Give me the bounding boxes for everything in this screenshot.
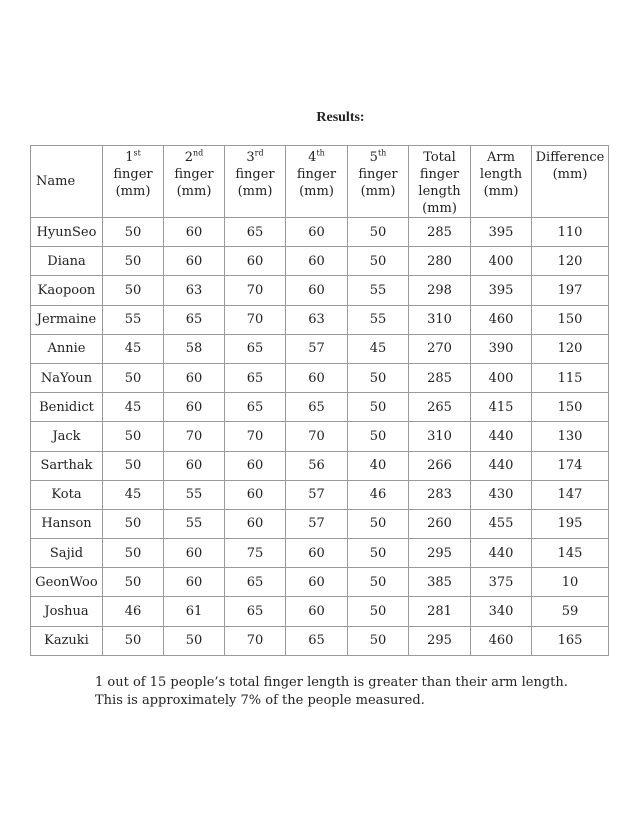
- cell-difference: 120: [532, 334, 609, 363]
- cell-finger-4: 60: [286, 363, 348, 392]
- header-row: [31, 146, 609, 218]
- header-label: Name: [36, 174, 76, 189]
- cell-total-finger-length: 266: [409, 451, 471, 480]
- cell-finger-4: 60: [286, 568, 348, 597]
- cell-finger-4: 60: [286, 539, 348, 568]
- cell-finger-3: 65: [225, 568, 286, 597]
- cell-finger-4: 65: [286, 393, 348, 422]
- cell-finger-5: 50: [348, 509, 409, 538]
- cell-difference: 165: [532, 626, 609, 655]
- header-label-line: finger: [174, 167, 214, 182]
- cell-difference: 145: [532, 539, 609, 568]
- cell-finger-2: 60: [164, 393, 225, 422]
- results-table: [30, 145, 609, 656]
- cell-name: NaYoun: [31, 363, 103, 392]
- cell-name: GeonWoo: [31, 568, 103, 597]
- cell-difference: 150: [532, 305, 609, 334]
- cell-finger-1: 50: [103, 247, 164, 276]
- header-label-line: (mm): [176, 184, 212, 199]
- table-row: [31, 363, 609, 392]
- cell-finger-2: 60: [164, 247, 225, 276]
- cell-finger-5: 50: [348, 626, 409, 655]
- cell-arm-length: 395: [471, 218, 532, 247]
- table-row: [31, 247, 609, 276]
- cell-finger-2: 58: [164, 334, 225, 363]
- cell-name: Sarthak: [31, 451, 103, 480]
- header-finger-3: [225, 146, 286, 218]
- cell-finger-1: 50: [103, 276, 164, 305]
- table-row: [31, 334, 609, 363]
- cell-finger-4: 60: [286, 276, 348, 305]
- cell-finger-2: 60: [164, 363, 225, 392]
- header-label: Arm: [487, 150, 515, 165]
- cell-total-finger-length: 280: [409, 247, 471, 276]
- cell-finger-3: 60: [225, 451, 286, 480]
- cell-finger-5: 50: [348, 393, 409, 422]
- header-label: Difference: [535, 150, 605, 165]
- header-ordinal-suffix: rd: [254, 148, 264, 158]
- cell-total-finger-length: 265: [409, 393, 471, 422]
- header-label: 5: [369, 150, 378, 165]
- cell-finger-1: 55: [103, 305, 164, 334]
- cell-finger-4: 57: [286, 334, 348, 363]
- cell-name: Kaopoon: [31, 276, 103, 305]
- cell-finger-4: 60: [286, 247, 348, 276]
- cell-finger-1: 45: [103, 393, 164, 422]
- cell-finger-5: 50: [348, 363, 409, 392]
- header-label-line: (mm): [115, 184, 151, 199]
- table-header: [31, 146, 609, 218]
- cell-finger-5: 50: [348, 218, 409, 247]
- cell-arm-length: 400: [471, 363, 532, 392]
- table-row: [31, 305, 609, 334]
- page-title: Results:: [316, 110, 365, 125]
- cell-name: HyunSeo: [31, 218, 103, 247]
- cell-difference: 147: [532, 480, 609, 509]
- header-label-line: (mm): [237, 184, 273, 199]
- cell-finger-1: 50: [103, 626, 164, 655]
- cell-name: Kazuki: [31, 626, 103, 655]
- cell-arm-length: 415: [471, 393, 532, 422]
- cell-name: Annie: [31, 334, 103, 363]
- cell-difference: 195: [532, 509, 609, 538]
- table-row: [31, 422, 609, 451]
- header-finger-1: [103, 146, 164, 218]
- table-row: [31, 509, 609, 538]
- cell-name: Diana: [31, 247, 103, 276]
- cell-difference: 150: [532, 393, 609, 422]
- cell-total-finger-length: 295: [409, 626, 471, 655]
- cell-total-finger-length: 298: [409, 276, 471, 305]
- cell-total-finger-length: 310: [409, 422, 471, 451]
- cell-finger-1: 50: [103, 218, 164, 247]
- cell-finger-5: 50: [348, 568, 409, 597]
- cell-arm-length: 340: [471, 597, 532, 626]
- cell-finger-3: 65: [225, 363, 286, 392]
- header-label-line: finger: [235, 167, 275, 182]
- cell-finger-1: 45: [103, 480, 164, 509]
- cell-arm-length: 395: [471, 276, 532, 305]
- cell-difference: 115: [532, 363, 609, 392]
- header-label-line: finger: [113, 167, 153, 182]
- cell-finger-2: 50: [164, 626, 225, 655]
- header-label-line: finger: [419, 167, 460, 182]
- cell-arm-length: 440: [471, 539, 532, 568]
- cell-total-finger-length: 295: [409, 539, 471, 568]
- cell-name: Joshua: [31, 597, 103, 626]
- cell-finger-4: 57: [286, 509, 348, 538]
- cell-name: Benidict: [31, 393, 103, 422]
- cell-finger-5: 55: [348, 305, 409, 334]
- cell-finger-2: 55: [164, 509, 225, 538]
- cell-finger-4: 60: [286, 218, 348, 247]
- cell-difference: 174: [532, 451, 609, 480]
- cell-finger-5: 50: [348, 539, 409, 568]
- cell-name: Kota: [31, 480, 103, 509]
- cell-total-finger-length: 310: [409, 305, 471, 334]
- cell-finger-2: 55: [164, 480, 225, 509]
- table-row: [31, 626, 609, 655]
- cell-finger-1: 45: [103, 334, 164, 363]
- cell-name: Jack: [31, 422, 103, 451]
- header-total-finger-length: [409, 146, 471, 218]
- cell-difference: 120: [532, 247, 609, 276]
- header-label-line: (mm): [483, 184, 519, 199]
- header-label-line: (mm): [422, 201, 457, 216]
- cell-finger-4: 57: [286, 480, 348, 509]
- cell-arm-length: 430: [471, 480, 532, 509]
- table-row: [31, 218, 609, 247]
- header-label-line: length: [479, 167, 523, 182]
- header-difference: [532, 146, 609, 218]
- header-label-line: (mm): [360, 184, 396, 199]
- cell-finger-5: 50: [348, 597, 409, 626]
- header-ordinal-suffix: nd: [193, 148, 204, 158]
- cell-finger-3: 65: [225, 393, 286, 422]
- cell-name: Jermaine: [31, 305, 103, 334]
- cell-finger-4: 70: [286, 422, 348, 451]
- cell-total-finger-length: 283: [409, 480, 471, 509]
- cell-finger-5: 50: [348, 422, 409, 451]
- cell-finger-3: 65: [225, 218, 286, 247]
- cell-finger-2: 65: [164, 305, 225, 334]
- summary-line-1: 1 out of 15 people’s total finger length is greater than their arm length.: [95, 675, 568, 690]
- header-label: 3: [246, 150, 255, 165]
- table-row: [31, 480, 609, 509]
- cell-finger-3: 70: [225, 276, 286, 305]
- cell-finger-3: 60: [225, 480, 286, 509]
- cell-finger-3: 65: [225, 334, 286, 363]
- table-row: [31, 451, 609, 480]
- cell-finger-3: 70: [225, 626, 286, 655]
- header-label-line: finger: [358, 167, 398, 182]
- table-row: [31, 568, 609, 597]
- cell-finger-1: 46: [103, 597, 164, 626]
- header-ordinal-suffix: th: [377, 148, 387, 158]
- cell-arm-length: 455: [471, 509, 532, 538]
- header-finger-4: [286, 146, 348, 218]
- cell-name: Hanson: [31, 509, 103, 538]
- table-row: [31, 276, 609, 305]
- cell-finger-4: 65: [286, 626, 348, 655]
- cell-arm-length: 390: [471, 334, 532, 363]
- cell-finger-2: 70: [164, 422, 225, 451]
- cell-finger-2: 60: [164, 451, 225, 480]
- cell-finger-4: 63: [286, 305, 348, 334]
- cell-finger-2: 63: [164, 276, 225, 305]
- header-label-line: (mm): [552, 167, 588, 182]
- table-row: [31, 393, 609, 422]
- header-ordinal-suffix: th: [316, 148, 325, 158]
- header-finger-2: [164, 146, 225, 218]
- cell-arm-length: 400: [471, 247, 532, 276]
- cell-total-finger-length: 270: [409, 334, 471, 363]
- cell-finger-2: 60: [164, 218, 225, 247]
- cell-finger-4: 56: [286, 451, 348, 480]
- cell-finger-3: 65: [225, 597, 286, 626]
- cell-finger-5: 45: [348, 334, 409, 363]
- cell-arm-length: 460: [471, 626, 532, 655]
- header-label-line: finger: [296, 167, 337, 182]
- cell-name: Sajid: [31, 539, 103, 568]
- cell-total-finger-length: 285: [409, 218, 471, 247]
- cell-total-finger-length: 260: [409, 509, 471, 538]
- header-label: 4: [308, 150, 317, 165]
- cell-finger-5: 40: [348, 451, 409, 480]
- cell-finger-5: 50: [348, 247, 409, 276]
- header-label: 2: [184, 150, 193, 165]
- header-ordinal-suffix: st: [133, 148, 141, 158]
- cell-finger-1: 50: [103, 539, 164, 568]
- header-finger-5: [348, 146, 409, 218]
- table-row: [31, 597, 609, 626]
- cell-finger-1: 50: [103, 363, 164, 392]
- summary-line-2: This is approximately 7% of the people measured.: [95, 693, 425, 708]
- cell-finger-1: 50: [103, 509, 164, 538]
- cell-finger-3: 60: [225, 247, 286, 276]
- cell-finger-1: 50: [103, 422, 164, 451]
- cell-finger-5: 46: [348, 480, 409, 509]
- cell-difference: 59: [532, 597, 609, 626]
- header-label: Total: [423, 150, 456, 165]
- cell-total-finger-length: 285: [409, 363, 471, 392]
- cell-arm-length: 460: [471, 305, 532, 334]
- cell-finger-3: 70: [225, 305, 286, 334]
- cell-finger-2: 61: [164, 597, 225, 626]
- cell-finger-3: 75: [225, 539, 286, 568]
- cell-total-finger-length: 281: [409, 597, 471, 626]
- cell-difference: 110: [532, 218, 609, 247]
- cell-total-finger-length: 385: [409, 568, 471, 597]
- table-body: [31, 218, 609, 656]
- cell-arm-length: 375: [471, 568, 532, 597]
- header-label: 1: [125, 150, 134, 165]
- cell-difference: 130: [532, 422, 609, 451]
- cell-finger-3: 70: [225, 422, 286, 451]
- header-label-line: length: [418, 184, 461, 199]
- cell-finger-4: 60: [286, 597, 348, 626]
- table-row: [31, 539, 609, 568]
- cell-difference: 10: [532, 568, 609, 597]
- cell-finger-5: 55: [348, 276, 409, 305]
- cell-finger-1: 50: [103, 568, 164, 597]
- cell-finger-1: 50: [103, 451, 164, 480]
- header-arm-length: [471, 146, 532, 218]
- cell-arm-length: 440: [471, 422, 532, 451]
- cell-finger-3: 60: [225, 509, 286, 538]
- cell-finger-2: 60: [164, 568, 225, 597]
- cell-arm-length: 440: [471, 451, 532, 480]
- header-label-line: (mm): [299, 184, 334, 199]
- header-name: [31, 146, 103, 218]
- cell-finger-2: 60: [164, 539, 225, 568]
- summary-text: [95, 674, 615, 710]
- cell-difference: 197: [532, 276, 609, 305]
